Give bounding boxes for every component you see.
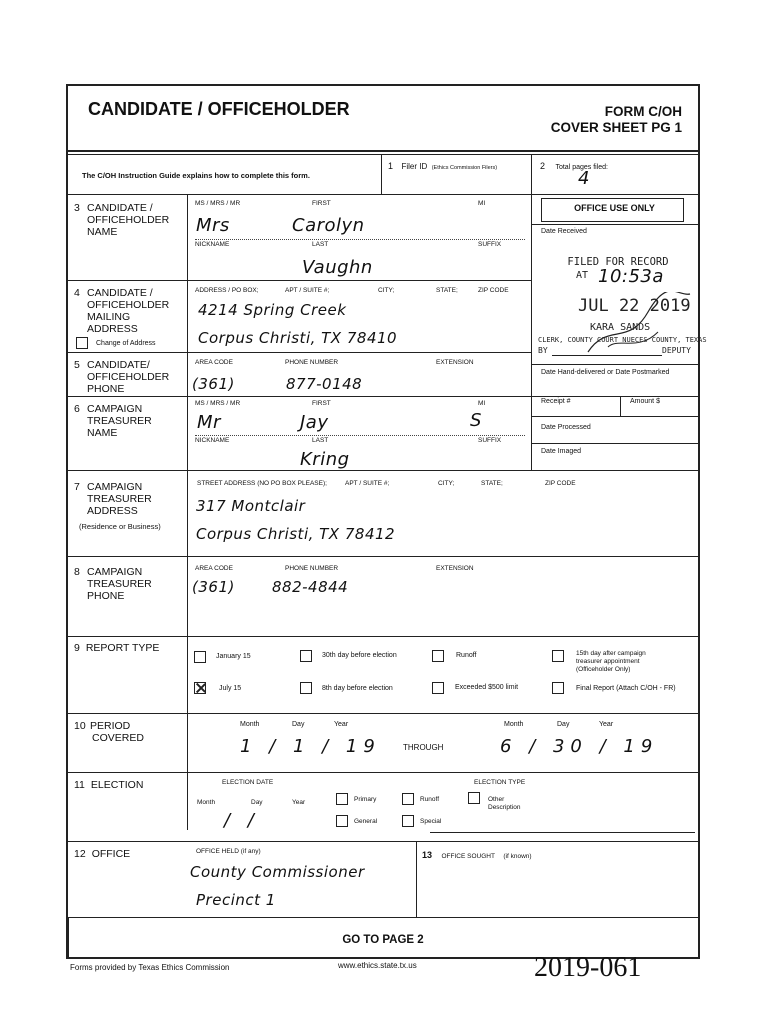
s10-from-year-label: Year bbox=[334, 721, 349, 728]
divider bbox=[68, 556, 698, 557]
s5-col-phone: PHONE NUMBER bbox=[285, 359, 339, 366]
s3-last-value[interactable]: Vaughn bbox=[302, 257, 373, 278]
s3-col-last: LAST bbox=[312, 241, 329, 248]
divider bbox=[68, 713, 698, 714]
s11-day-label: Day bbox=[251, 799, 263, 806]
s10-from-month-label: Month bbox=[240, 721, 260, 728]
date-hand-label: Date Hand-delivered or Date Postmarked bbox=[541, 369, 670, 376]
header-divider-2 bbox=[68, 154, 698, 155]
divider bbox=[531, 416, 698, 417]
office-use-header: OFFICE USE ONLY bbox=[531, 194, 698, 230]
s8-col-area: AREA CODE bbox=[195, 565, 233, 572]
divider bbox=[68, 636, 698, 637]
divider bbox=[381, 154, 382, 194]
s6-label: 6 CAMPAIGN TREASURER NAME bbox=[74, 403, 152, 439]
footer-provided: Forms provided by Texas Ethics Commission bbox=[70, 963, 230, 972]
s7-col-zip: ZIP CODE bbox=[545, 480, 576, 487]
15th-day-label: 15th day after campaign treasurer appointment (Officeholder Only) bbox=[576, 650, 646, 673]
s3-col-first: FIRST bbox=[312, 200, 331, 207]
s7-col-street: STREET ADDRESS (NO PO BOX PLEASE); bbox=[197, 480, 327, 487]
s4-col-zip: ZIP CODE bbox=[478, 287, 509, 294]
15th-day-checkbox[interactable] bbox=[552, 650, 564, 662]
primary-label: Primary bbox=[354, 796, 377, 803]
exceeded-label: Exceeded $500 limit bbox=[455, 684, 519, 691]
election-date-label: ELECTION DATE bbox=[222, 779, 274, 786]
s11-year-label: Year bbox=[292, 799, 306, 806]
s3-label: 3 CANDIDATE / OFFICEHOLDER NAME bbox=[74, 202, 170, 238]
exceeded-checkbox[interactable] bbox=[432, 682, 444, 694]
s3-col-suffix: SUFFIX bbox=[478, 241, 502, 248]
s6-col-nickname: NICKNAME bbox=[195, 437, 230, 444]
change-of-address-label: Change of Address bbox=[96, 340, 156, 347]
filer-id-field[interactable]: 1 Filer ID (Ethics Commission Filers) bbox=[388, 161, 498, 171]
s3-col-nickname: NICKNAME bbox=[195, 241, 230, 248]
s3-first-value[interactable]: Carolyn bbox=[292, 215, 365, 236]
date-imaged-label: Date Imaged bbox=[541, 448, 582, 455]
s4-col-state: STATE; bbox=[436, 287, 458, 294]
signature-mark bbox=[578, 292, 698, 362]
july-15-label: July 15 bbox=[219, 685, 242, 692]
s6-col-mi: MI bbox=[478, 400, 486, 407]
s8-phone-value[interactable]: 882-4844 bbox=[272, 578, 349, 596]
date-processed-label: Date Processed bbox=[541, 424, 591, 431]
s7-address-line1[interactable]: 317 Montclair bbox=[196, 497, 306, 515]
general-checkbox[interactable] bbox=[336, 815, 348, 827]
s4-col-address: ADDRESS / PO BOX; bbox=[195, 287, 259, 294]
divider bbox=[68, 841, 698, 842]
divider bbox=[531, 224, 698, 225]
other-description-line[interactable] bbox=[430, 832, 695, 833]
election-type-label: ELECTION TYPE bbox=[474, 779, 526, 786]
s4-label: 4 CANDIDATE / OFFICEHOLDER MAILING ADDRESS bbox=[74, 287, 170, 335]
amount-label: Amount $ bbox=[630, 398, 660, 405]
s7-col-state: STATE; bbox=[481, 480, 503, 487]
election-runoff-checkbox[interactable] bbox=[402, 793, 414, 805]
period-to-value[interactable]: 6 / 30 / 19 bbox=[500, 736, 659, 757]
runoff-report-checkbox[interactable] bbox=[432, 650, 444, 662]
s7-label: 7 CAMPAIGN TREASURER ADDRESS bbox=[74, 481, 152, 517]
office-held-line1[interactable]: County Commissioner bbox=[190, 863, 365, 881]
january-15-checkbox[interactable] bbox=[194, 651, 206, 663]
runoff-report-label: Runoff bbox=[456, 652, 477, 659]
form-code: FORM C/OH COVER SHEET PG 1 bbox=[550, 104, 682, 135]
s8-area-value[interactable]: (361) bbox=[192, 578, 235, 596]
divider bbox=[68, 396, 698, 397]
go-to-page-2: GO TO PAGE 2 bbox=[342, 934, 424, 946]
header-divider bbox=[68, 150, 698, 152]
8th-day-label: 8th day before election bbox=[322, 685, 393, 692]
s7-col-apt: APT / SUITE #; bbox=[345, 480, 390, 487]
s8-col-ext: EXTENSION bbox=[436, 565, 474, 572]
label-column-divider bbox=[187, 194, 188, 830]
divider bbox=[68, 470, 698, 471]
s4-col-apt: APT / SUITE #; bbox=[285, 287, 330, 294]
s4-col-city: CITY; bbox=[378, 287, 395, 294]
s6-mi-value[interactable]: S bbox=[470, 410, 482, 431]
divider bbox=[195, 435, 525, 436]
divider bbox=[195, 239, 525, 240]
s7-col-city: CITY; bbox=[438, 480, 455, 487]
divider bbox=[620, 396, 621, 416]
january-15-label: January 15 bbox=[216, 653, 251, 660]
s11-month-label: Month bbox=[197, 799, 216, 806]
30th-day-checkbox[interactable] bbox=[300, 650, 312, 662]
s6-col-suffix: SUFFIX bbox=[478, 437, 502, 444]
s7-sub: (Residence or Business) bbox=[79, 522, 161, 531]
other-label: Other Description bbox=[488, 796, 521, 811]
final-report-label: Final Report (Attach C/OH - FR) bbox=[576, 685, 676, 692]
date-received-label: Date Received bbox=[541, 228, 587, 235]
s7-address-line2[interactable]: Corpus Christi, TX 78412 bbox=[196, 525, 396, 543]
s5-col-ext: EXTENSION bbox=[436, 359, 474, 366]
s8-col-phone: PHONE NUMBER bbox=[285, 565, 339, 572]
divider bbox=[68, 772, 698, 773]
s10-to-year-label: Year bbox=[599, 721, 614, 728]
through-label: THROUGH bbox=[403, 743, 444, 752]
office-use-divider bbox=[531, 194, 532, 470]
instruction-text: The C/OH Instruction Guide explains how to complete this form. bbox=[82, 171, 310, 180]
final-report-checkbox[interactable] bbox=[552, 682, 564, 694]
election-date-value[interactable]: / / bbox=[224, 810, 260, 831]
primary-checkbox[interactable] bbox=[336, 793, 348, 805]
divider bbox=[531, 364, 698, 365]
form-title: CANDIDATE / OFFICEHOLDER bbox=[88, 99, 350, 119]
receipt-label: Receipt # bbox=[541, 398, 571, 405]
divider bbox=[68, 280, 531, 281]
election-runoff-label: Runoff bbox=[420, 796, 440, 803]
s4-address-line2[interactable]: Corpus Christi, TX 78410 bbox=[198, 329, 398, 347]
divider bbox=[531, 443, 698, 444]
s10-from-day-label: Day bbox=[292, 721, 305, 728]
special-label: Special bbox=[420, 818, 442, 825]
special-checkbox[interactable] bbox=[402, 815, 414, 827]
s6-col-first: FIRST bbox=[312, 400, 331, 407]
office-sought-field[interactable]: 13 OFFICE SOUGHT (if known) bbox=[422, 850, 532, 860]
s8-label: 8 CAMPAIGN TREASURER PHONE bbox=[74, 566, 152, 602]
s6-last-value[interactable]: Kring bbox=[300, 449, 350, 470]
filed-stamp: FILED FOR RECORD AT 10:53a JUL 22 2019 KARA SANDS CLERK, COUNTY COURT NUECES COUNTY, TEXAS BY DEPUTY bbox=[538, 256, 698, 268]
period-from-value[interactable]: 1 / 1 / 19 bbox=[240, 736, 381, 757]
s5-area-value[interactable]: (361) bbox=[192, 375, 235, 393]
s12-label: 12 OFFICE bbox=[74, 848, 131, 860]
divider bbox=[68, 957, 494, 958]
s6-prefix-value[interactable]: Mr bbox=[197, 412, 221, 433]
8th-day-checkbox[interactable] bbox=[300, 682, 312, 694]
footer-url[interactable]: www.ethics.state.tx.us bbox=[338, 961, 417, 970]
s3-prefix-value[interactable]: Mrs bbox=[196, 215, 230, 236]
july-15-checkbox[interactable] bbox=[194, 682, 206, 694]
s10-label: 10 PERIOD COVERED bbox=[74, 720, 144, 744]
document-number: 2019-061 bbox=[534, 952, 642, 983]
divider bbox=[68, 352, 531, 353]
s6-first-value[interactable]: Jay bbox=[300, 412, 329, 433]
s3-col-prefix: MS / MRS / MR bbox=[195, 200, 241, 207]
s10-to-day-label: Day bbox=[557, 721, 570, 728]
office-held-line2[interactable]: Precinct 1 bbox=[196, 891, 276, 909]
s9-label: 9 REPORT TYPE bbox=[74, 642, 160, 654]
divider bbox=[68, 917, 698, 918]
s4-address-line1[interactable]: 4214 Spring Creek bbox=[198, 301, 347, 319]
change-of-address-checkbox[interactable] bbox=[76, 337, 88, 349]
office-held-label: OFFICE HELD (if any) bbox=[196, 848, 261, 855]
s5-col-area: AREA CODE bbox=[195, 359, 233, 366]
s3-col-mi: MI bbox=[478, 200, 486, 207]
s5-phone-value[interactable]: 877-0148 bbox=[286, 375, 363, 393]
general-label: General bbox=[354, 818, 378, 825]
total-pages-field[interactable]: 2 Total pages filed: bbox=[540, 161, 609, 171]
other-checkbox[interactable] bbox=[468, 792, 480, 804]
30th-day-label: 30th day before election bbox=[322, 652, 397, 659]
divider bbox=[416, 841, 417, 917]
s11-label: 11 ELECTION bbox=[74, 779, 144, 791]
s6-col-last: LAST bbox=[312, 437, 329, 444]
s6-col-prefix: MS / MRS / MR bbox=[195, 400, 241, 407]
s10-to-month-label: Month bbox=[504, 721, 524, 728]
total-pages-value: 4 bbox=[578, 168, 590, 189]
divider bbox=[531, 154, 532, 194]
s5-label: 5 CANDIDATE/ OFFICEHOLDER PHONE bbox=[74, 359, 170, 395]
